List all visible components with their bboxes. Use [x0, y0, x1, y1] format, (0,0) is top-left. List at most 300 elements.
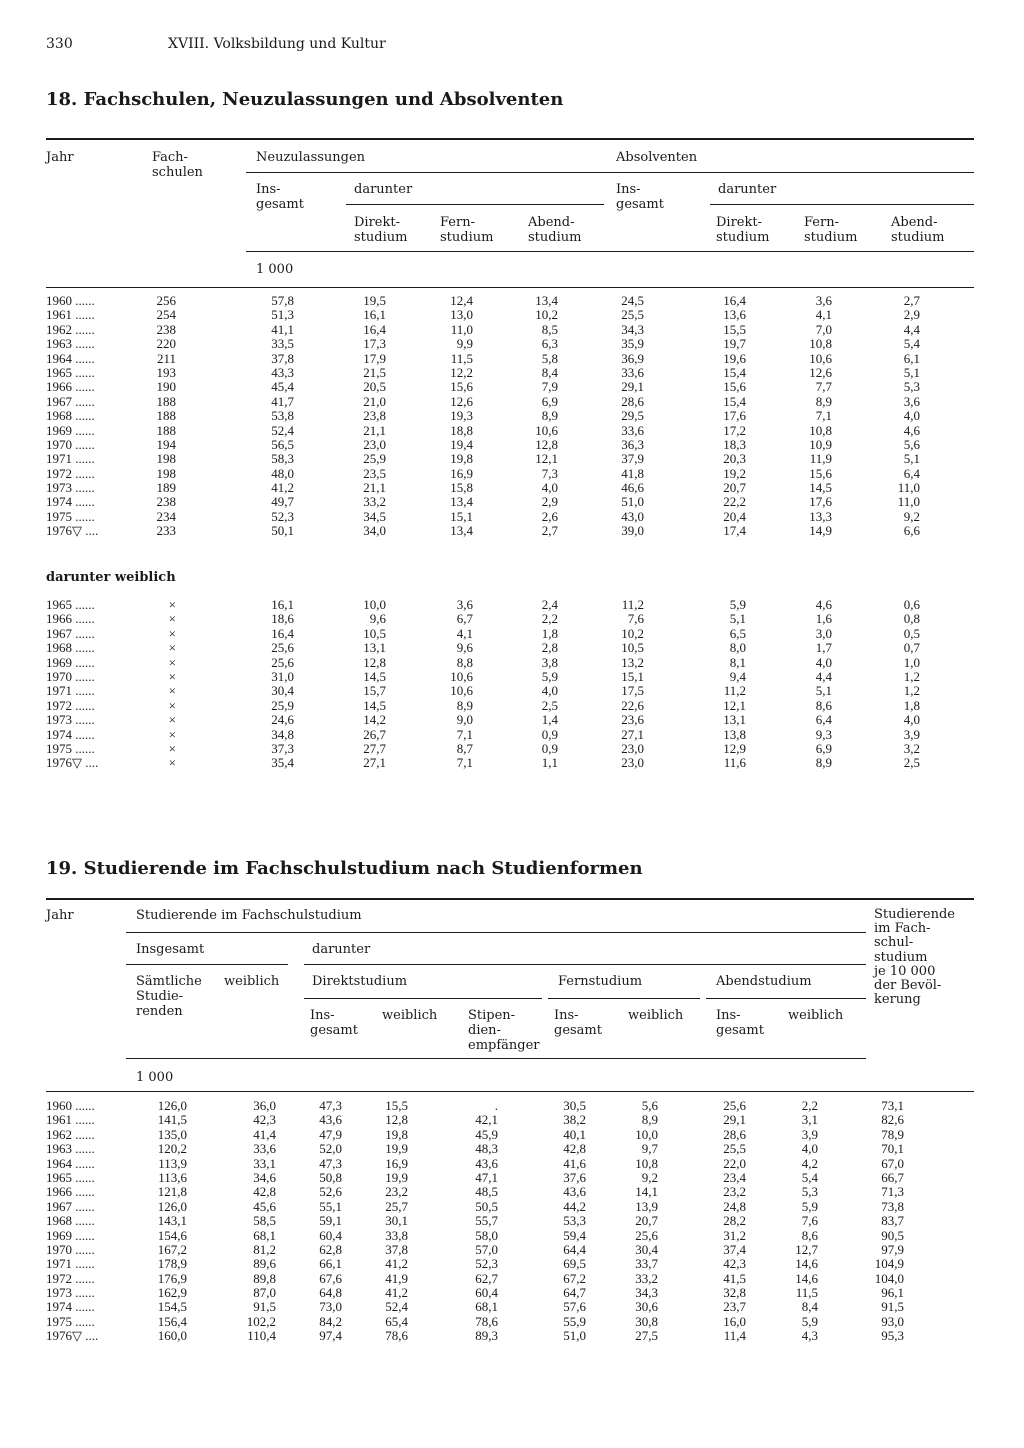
- value-cell: 73,8: [881, 1198, 904, 1214]
- value-cell: 24,5: [621, 293, 644, 308]
- value-cell: 13,4: [535, 293, 558, 308]
- table-row: [46, 481, 974, 495]
- value-cell: 194: [156, 436, 176, 452]
- value-cell: 154,6: [157, 1227, 187, 1243]
- value-cell: 5,9: [541, 668, 558, 684]
- value-cell: 238: [156, 494, 176, 510]
- value-cell: 13,3: [809, 508, 832, 524]
- value-cell: 12,8: [385, 1112, 408, 1128]
- section-title: XVIII. Volksbildung und Kultur: [168, 36, 386, 52]
- value-cell: 19,7: [723, 336, 746, 352]
- value-cell: 67,6: [319, 1270, 342, 1286]
- value-cell: 97,4: [319, 1328, 342, 1344]
- year-cell: 1976▽ ....: [46, 1328, 99, 1344]
- value-cell: 5,3: [801, 1184, 818, 1200]
- value-cell: 256: [156, 293, 176, 308]
- value-cell: 16,4: [363, 321, 386, 337]
- value-cell: 57,0: [475, 1241, 498, 1257]
- table-row: [46, 684, 974, 698]
- value-cell: 37,8: [271, 350, 294, 366]
- value-cell: 4,4: [815, 668, 832, 684]
- value-cell: 16,1: [363, 307, 386, 323]
- table-19-body: [46, 1099, 974, 1344]
- value-cell: 31,0: [271, 668, 294, 684]
- value-cell: 8,8: [456, 654, 473, 670]
- value-cell: 23,2: [385, 1184, 408, 1200]
- value-cell: 34,3: [635, 1285, 658, 1301]
- value-cell: 234: [156, 508, 176, 524]
- value-cell: 9,4: [729, 668, 746, 684]
- value-cell: 15,7: [363, 683, 386, 699]
- value-cell: 58,0: [475, 1227, 498, 1243]
- value-cell: 6,6: [903, 523, 920, 539]
- value-cell: 37,9: [621, 451, 644, 467]
- value-cell: 7,1: [456, 726, 473, 742]
- value-cell: 9,6: [456, 640, 473, 656]
- col-jahr: Jahr: [46, 908, 74, 923]
- value-cell: 238: [156, 321, 176, 337]
- col-weiblich-ges: weiblich: [224, 974, 280, 989]
- value-cell: 233: [156, 523, 176, 539]
- value-cell: 67,2: [563, 1270, 586, 1286]
- value-cell: 23,0: [621, 740, 644, 756]
- page-number: 330: [46, 36, 73, 52]
- year-cell: 1969 ......: [46, 1227, 95, 1243]
- value-cell: 73,1: [881, 1098, 904, 1113]
- table-row: [46, 1315, 974, 1329]
- value-cell: 41,7: [271, 393, 294, 409]
- value-cell: 16,4: [271, 625, 294, 641]
- value-cell: 33,5: [271, 336, 294, 352]
- value-cell: 15,4: [723, 364, 746, 380]
- table-row: [46, 352, 974, 366]
- value-cell: 33,2: [363, 494, 386, 510]
- table-row: [46, 742, 974, 756]
- year-cell: 1974 ......: [46, 494, 95, 510]
- table-row: [46, 627, 974, 641]
- value-cell: 25,5: [723, 1141, 746, 1157]
- table-row: [46, 699, 974, 713]
- value-cell: 14,9: [809, 523, 832, 539]
- value-cell: 7,1: [815, 408, 832, 424]
- value-cell: 58,5: [253, 1213, 276, 1229]
- value-cell: 7,1: [456, 755, 473, 771]
- value-cell: 52,3: [475, 1256, 498, 1272]
- value-cell: 19,8: [385, 1126, 408, 1142]
- value-cell: 41,6: [563, 1155, 586, 1171]
- value-cell: 9,7: [641, 1141, 658, 1157]
- table-row: [46, 1142, 974, 1156]
- value-cell: 141,5: [157, 1112, 187, 1128]
- value-cell: 10,2: [535, 307, 558, 323]
- year-cell: 1972 ......: [46, 1270, 95, 1286]
- table-row: [46, 1257, 974, 1271]
- year-cell: 1963 ......: [46, 1141, 95, 1157]
- value-cell: 30,8: [635, 1313, 658, 1329]
- table-row: [46, 1272, 974, 1286]
- value-cell: 7,9: [541, 379, 558, 395]
- value-cell: 198: [156, 465, 176, 481]
- value-cell: 178,9: [157, 1256, 187, 1272]
- value-cell: 9,6: [369, 611, 386, 627]
- year-cell: 1968 ......: [46, 1213, 95, 1229]
- value-cell: 41,4: [253, 1126, 276, 1142]
- table-row: [46, 1200, 974, 1214]
- value-cell: 21,0: [363, 393, 386, 409]
- value-cell: 12,1: [535, 451, 558, 467]
- col-abs-darunter: darunter: [718, 182, 777, 197]
- value-cell: 42,1: [475, 1112, 498, 1128]
- value-cell: 10,2: [621, 625, 644, 641]
- value-cell: 7,3: [541, 465, 558, 481]
- value-cell: 1,2: [903, 668, 920, 684]
- value-cell: 0,5: [903, 625, 920, 641]
- value-cell: 17,5: [621, 683, 644, 699]
- col-darunter: darunter: [312, 942, 371, 957]
- col-direkt-weiblich: weiblich: [382, 1008, 438, 1023]
- value-cell: 6,9: [815, 740, 832, 756]
- value-cell: 8,7: [456, 740, 473, 756]
- value-cell: 25,6: [723, 1098, 746, 1113]
- value-cell: 41,5: [723, 1270, 746, 1286]
- value-cell: 13,4: [450, 523, 473, 539]
- value-cell: 20,3: [723, 451, 746, 467]
- value-cell: ×: [168, 611, 176, 627]
- value-cell: 30,4: [271, 683, 294, 699]
- col-jahr: Jahr: [46, 150, 74, 165]
- value-cell: 5,3: [903, 379, 920, 395]
- value-cell: 55,1: [319, 1198, 342, 1214]
- value-cell: 29,1: [621, 379, 644, 395]
- value-cell: 45,4: [271, 379, 294, 395]
- value-cell: ×: [168, 625, 176, 641]
- value-cell: 104,9: [874, 1256, 904, 1272]
- value-cell: ×: [168, 755, 176, 771]
- value-cell: 2,2: [541, 611, 558, 627]
- value-cell: 34,8: [271, 726, 294, 742]
- value-cell: 65,4: [385, 1313, 408, 1329]
- value-cell: 62,8: [319, 1241, 342, 1257]
- year-cell: 1965 ......: [46, 1169, 95, 1185]
- value-cell: 188: [156, 408, 176, 424]
- value-cell: 10,8: [809, 422, 832, 438]
- value-cell: 5,4: [903, 336, 920, 352]
- year-cell: 1970 ......: [46, 436, 95, 452]
- value-cell: 0,8: [903, 611, 920, 627]
- value-cell: 60,4: [475, 1285, 498, 1301]
- value-cell: 2,9: [903, 307, 920, 323]
- value-cell: 41,2: [271, 480, 294, 496]
- table-18-title: 18. Fachschulen, Neuzulassungen und Absolventen: [46, 89, 564, 110]
- value-cell: 57,8: [271, 293, 294, 308]
- value-cell: 20,7: [723, 480, 746, 496]
- subhead-weiblich: darunter weiblich: [46, 570, 176, 585]
- value-cell: ×: [168, 654, 176, 670]
- value-cell: 0,9: [541, 726, 558, 742]
- year-cell: 1961 ......: [46, 307, 95, 323]
- value-cell: 11,0: [450, 321, 473, 337]
- value-cell: 52,4: [385, 1299, 408, 1315]
- value-cell: 53,3: [563, 1213, 586, 1229]
- value-cell: 38,2: [563, 1112, 586, 1128]
- value-cell: 4,3: [801, 1328, 818, 1344]
- table-row: [46, 641, 974, 655]
- value-cell: 162,9: [157, 1285, 187, 1301]
- year-cell: 1965 ......: [46, 597, 95, 612]
- value-cell: 35,4: [271, 755, 294, 771]
- value-cell: 82,6: [881, 1112, 904, 1128]
- year-cell: 1961 ......: [46, 1112, 95, 1128]
- year-cell: 1967 ......: [46, 1198, 95, 1214]
- value-cell: 13,1: [723, 712, 746, 728]
- table-row: [46, 510, 974, 524]
- value-cell: 11,0: [897, 494, 920, 510]
- value-cell: 16,9: [385, 1155, 408, 1171]
- value-cell: 18,6: [271, 611, 294, 627]
- table-row: [46, 1229, 974, 1243]
- value-cell: 14,6: [795, 1270, 818, 1286]
- value-cell: 10,0: [363, 597, 386, 612]
- value-cell: 89,6: [253, 1256, 276, 1272]
- value-cell: 12,6: [809, 364, 832, 380]
- col-abendstudium: Abendstudium: [716, 974, 812, 989]
- value-cell: 66,7: [881, 1169, 904, 1185]
- year-cell: 1960 ......: [46, 293, 95, 308]
- col-saemtliche: Sämtliche Studie- renden: [136, 974, 202, 1019]
- table-18-body: [46, 294, 974, 539]
- value-cell: 154,5: [157, 1299, 187, 1315]
- value-cell: 32,8: [723, 1285, 746, 1301]
- year-cell: 1966 ......: [46, 1184, 95, 1200]
- year-cell: 1966 ......: [46, 611, 95, 627]
- year-cell: 1973 ......: [46, 712, 95, 728]
- value-cell: 1,2: [903, 683, 920, 699]
- value-cell: 48,0: [271, 465, 294, 481]
- value-cell: 36,0: [253, 1098, 276, 1113]
- year-cell: 1971 ......: [46, 683, 95, 699]
- value-cell: 5,9: [729, 597, 746, 612]
- value-cell: 5,1: [903, 451, 920, 467]
- col-neu-direkt: Direkt- studium: [354, 215, 408, 245]
- value-cell: 8,9: [541, 408, 558, 424]
- value-cell: 9,2: [903, 508, 920, 524]
- year-cell: 1967 ......: [46, 393, 95, 409]
- value-cell: 90,5: [881, 1227, 904, 1243]
- value-cell: 28,6: [723, 1126, 746, 1142]
- value-cell: 14,2: [363, 712, 386, 728]
- value-cell: 5,1: [815, 683, 832, 699]
- table-row: [46, 1300, 974, 1314]
- value-cell: 6,1: [903, 350, 920, 366]
- value-cell: 5,9: [801, 1313, 818, 1329]
- value-cell: 95,3: [881, 1328, 904, 1344]
- value-cell: 2,7: [903, 293, 920, 308]
- value-cell: 126,0: [157, 1098, 187, 1113]
- value-cell: 5,8: [541, 350, 558, 366]
- value-cell: ×: [168, 697, 176, 713]
- value-cell: 59,1: [319, 1213, 342, 1229]
- value-cell: 28,6: [621, 393, 644, 409]
- year-cell: 1966 ......: [46, 379, 95, 395]
- value-cell: 7,6: [627, 611, 644, 627]
- value-cell: 42,3: [723, 1256, 746, 1272]
- value-cell: 68,1: [253, 1227, 276, 1243]
- value-cell: 3,6: [815, 293, 832, 308]
- value-cell: 52,4: [271, 422, 294, 438]
- value-cell: 89,8: [253, 1270, 276, 1286]
- col-abs-abend: Abend- studium: [891, 215, 945, 245]
- value-cell: 68,1: [475, 1299, 498, 1315]
- value-cell: 17,2: [723, 422, 746, 438]
- value-cell: 41,8: [621, 465, 644, 481]
- value-cell: 5,6: [641, 1098, 658, 1113]
- value-cell: 15,6: [723, 379, 746, 395]
- value-cell: 28,2: [723, 1213, 746, 1229]
- value-cell: 13,4: [450, 494, 473, 510]
- value-cell: 42,8: [253, 1184, 276, 1200]
- value-cell: 160,0: [157, 1328, 187, 1344]
- value-cell: 4,2: [801, 1155, 818, 1171]
- value-cell: 12,1: [723, 697, 746, 713]
- value-cell: 35,9: [621, 336, 644, 352]
- unit-label: 1 000: [256, 262, 294, 277]
- year-cell: 1974 ......: [46, 1299, 95, 1315]
- value-cell: 58,3: [271, 451, 294, 467]
- col-insgesamt: Insgesamt: [136, 942, 205, 957]
- col-direktstudium: Direktstudium: [312, 974, 408, 989]
- value-cell: 43,6: [319, 1112, 342, 1128]
- col-fern-weiblich: weiblich: [628, 1008, 684, 1023]
- value-cell: 211: [156, 350, 176, 366]
- col-abs-fern: Fern- studium: [804, 215, 858, 245]
- value-cell: 13,2: [621, 654, 644, 670]
- value-cell: 3,2: [903, 740, 920, 756]
- table-row: [46, 670, 974, 684]
- value-cell: 254: [156, 307, 176, 323]
- value-cell: 15,8: [450, 480, 473, 496]
- value-cell: 9,9: [456, 336, 473, 352]
- value-cell: 22,6: [621, 697, 644, 713]
- value-cell: 52,3: [271, 508, 294, 524]
- value-cell: 41,2: [385, 1256, 408, 1272]
- year-cell: 1967 ......: [46, 625, 95, 641]
- value-cell: 33,7: [635, 1256, 658, 1272]
- value-cell: 8,9: [815, 755, 832, 771]
- value-cell: 10,6: [535, 422, 558, 438]
- table-row: [46, 1185, 974, 1199]
- value-cell: 11,2: [723, 683, 746, 699]
- value-cell: 193: [156, 364, 176, 380]
- value-cell: 43,6: [475, 1155, 498, 1171]
- value-cell: 42,3: [253, 1112, 276, 1128]
- value-cell: 87,0: [253, 1285, 276, 1301]
- value-cell: 8,5: [541, 321, 558, 337]
- year-cell: 1971 ......: [46, 451, 95, 467]
- value-cell: 78,6: [385, 1328, 408, 1344]
- value-cell: 167,2: [157, 1241, 187, 1257]
- col-neuzulassungen: Neuzulassungen: [256, 150, 366, 165]
- value-cell: 11,0: [897, 480, 920, 496]
- value-cell: 19,3: [450, 408, 473, 424]
- value-cell: 10,8: [809, 336, 832, 352]
- value-cell: 12,7: [795, 1241, 818, 1257]
- value-cell: 11,9: [809, 451, 832, 467]
- value-cell: 43,3: [271, 364, 294, 380]
- table-row: [46, 524, 974, 538]
- value-cell: 17,9: [363, 350, 386, 366]
- value-cell: 4,0: [541, 683, 558, 699]
- value-cell: 17,3: [363, 336, 386, 352]
- table-row: [46, 1157, 974, 1171]
- col-je-10000: Studierende im Fach- schul- studium je 10 000 der Bevöl- kerung: [874, 907, 955, 1008]
- value-cell: 21,1: [363, 480, 386, 496]
- value-cell: 17,4: [723, 523, 746, 539]
- value-cell: 176,9: [157, 1270, 187, 1286]
- value-cell: 198: [156, 451, 176, 467]
- value-cell: 27,1: [621, 726, 644, 742]
- value-cell: 12,2: [450, 364, 473, 380]
- value-cell: 25,6: [635, 1227, 658, 1243]
- year-cell: 1968 ......: [46, 640, 95, 656]
- value-cell: 121,8: [157, 1184, 187, 1200]
- value-cell: 49,7: [271, 494, 294, 510]
- value-cell: 73,0: [319, 1299, 342, 1315]
- value-cell: 2,7: [541, 523, 558, 539]
- table-row: [46, 1128, 974, 1142]
- table-row: [46, 756, 974, 770]
- value-cell: 42,8: [563, 1141, 586, 1157]
- value-cell: 8,6: [815, 697, 832, 713]
- value-cell: 16,1: [271, 597, 294, 612]
- value-cell: 22,0: [723, 1155, 746, 1171]
- value-cell: 9,0: [456, 712, 473, 728]
- value-cell: 7,0: [815, 321, 832, 337]
- value-cell: 11,4: [723, 1328, 746, 1344]
- col-studierende: Studierende im Fachschulstudium: [136, 908, 362, 923]
- value-cell: 156,4: [157, 1313, 187, 1329]
- value-cell: 15,1: [450, 508, 473, 524]
- value-cell: 0,9: [541, 740, 558, 756]
- year-cell: 1975 ......: [46, 508, 95, 524]
- value-cell: 189: [156, 480, 176, 496]
- year-cell: 1965 ......: [46, 364, 95, 380]
- value-cell: 50,5: [475, 1198, 498, 1214]
- value-cell: 18,8: [450, 422, 473, 438]
- table-18-body-weiblich: [46, 598, 974, 771]
- value-cell: 41,9: [385, 1270, 408, 1286]
- col-neu-abend: Abend- studium: [528, 215, 582, 245]
- value-cell: 23,0: [363, 436, 386, 452]
- col-neu-darunter: darunter: [354, 182, 413, 197]
- unit-label: 1 000: [136, 1070, 174, 1085]
- value-cell: 10,9: [809, 436, 832, 452]
- value-cell: 12,8: [535, 436, 558, 452]
- table-row: [46, 409, 974, 423]
- value-cell: 23,5: [363, 465, 386, 481]
- year-cell: 1971 ......: [46, 1256, 95, 1272]
- value-cell: 4,0: [801, 1141, 818, 1157]
- value-cell: 47,9: [319, 1126, 342, 1142]
- table-19: [46, 898, 974, 1358]
- value-cell: 2,5: [903, 755, 920, 771]
- year-cell: 1969 ......: [46, 422, 95, 438]
- value-cell: ×: [168, 668, 176, 684]
- value-cell: 20,5: [363, 379, 386, 395]
- value-cell: 37,3: [271, 740, 294, 756]
- table-row: [46, 366, 974, 380]
- value-cell: 102,2: [246, 1313, 276, 1329]
- col-fern-ins: Ins- gesamt: [554, 1008, 602, 1038]
